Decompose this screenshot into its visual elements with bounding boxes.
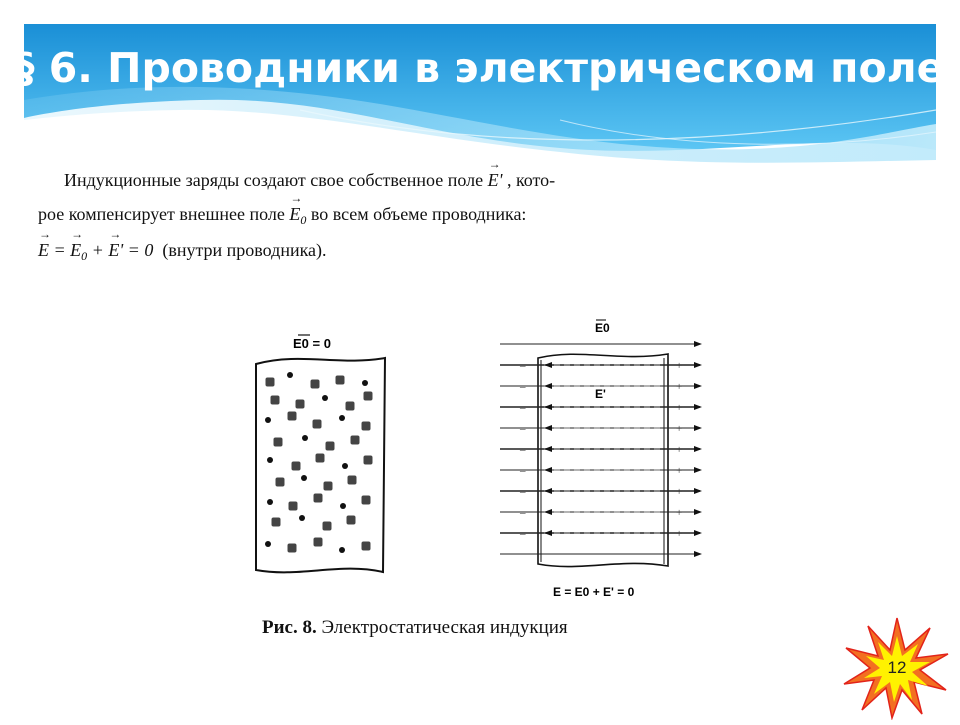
- charge-particle: [289, 502, 298, 511]
- charge-particle: [267, 457, 273, 463]
- charge-particle: [267, 499, 273, 505]
- plus-sign: +: [676, 402, 683, 414]
- charge-particle: [316, 454, 325, 463]
- charge-particle: [271, 396, 280, 405]
- charge-particle: [322, 395, 328, 401]
- formula-equals-zero: = 0: [123, 240, 154, 260]
- charge-particle: [348, 476, 357, 485]
- plus-sign: +: [676, 465, 683, 477]
- charge-particle: [314, 538, 323, 547]
- arrow-right-icon: [694, 362, 702, 368]
- field-e0: [289, 204, 311, 227]
- plus-sign: +: [676, 381, 683, 393]
- formula-e0: → E: [70, 240, 81, 261]
- charge-particle: [265, 417, 271, 423]
- title-banner: [0, 0, 960, 170]
- charge-particle: [287, 372, 293, 378]
- minus-sign: –: [520, 402, 526, 414]
- caption-prefix: Рис. 8.: [262, 617, 317, 638]
- charge-particle: [339, 415, 345, 421]
- line2-tail: во всем объеме проводника:: [310, 204, 527, 224]
- arrow-right-icon: [694, 383, 702, 389]
- field-e-prime: [488, 170, 507, 190]
- charge-particle: [351, 436, 360, 445]
- charge-particle: [340, 503, 346, 509]
- arrow-right-icon: [694, 425, 702, 431]
- charge-particle: [302, 435, 308, 441]
- minus-sign: –: [520, 465, 526, 477]
- charge-particle: [272, 518, 281, 527]
- charge-particle: [276, 478, 285, 487]
- formula-plus: +: [87, 240, 109, 260]
- plus-sign: +: [676, 444, 683, 456]
- minus-sign: –: [520, 507, 526, 519]
- charge-particle: [336, 376, 345, 385]
- field-e0-symbol: → E: [289, 204, 300, 225]
- formula: [38, 240, 158, 263]
- charge-particle: [266, 378, 275, 387]
- charge-particle: [323, 522, 332, 531]
- charge-particle: [292, 462, 301, 471]
- field-e0-sub: 0: [300, 213, 307, 227]
- charge-particle: [313, 420, 322, 429]
- line1-text: Индукционные заряды создают свое собственное поле: [64, 170, 484, 190]
- formula-line: [38, 240, 327, 261]
- charge-particle: [296, 400, 305, 409]
- charge-particle: [362, 422, 371, 431]
- charge-particle: [288, 412, 297, 421]
- line1-tail: , кото-: [506, 170, 556, 190]
- figure-electrostatic-induction: [0, 300, 960, 660]
- charge-particle: [346, 402, 355, 411]
- line2-text: рое компенсирует внешнее поле: [38, 204, 285, 224]
- charge-particle: [301, 475, 307, 481]
- formula-equals-1: =: [49, 240, 71, 260]
- arrow-right-icon: [694, 341, 702, 347]
- minus-sign: –: [520, 360, 526, 372]
- right-conductor: [500, 320, 702, 599]
- arrow-right-icon: [694, 446, 702, 452]
- field-e-symbol: → E: [488, 170, 499, 191]
- charge-particle: [324, 482, 333, 491]
- left-conductor: [256, 335, 385, 572]
- plus-sign: +: [676, 528, 683, 540]
- body-text: [0, 160, 720, 270]
- charge-particle: [274, 438, 283, 447]
- charge-particle: [347, 516, 356, 525]
- caption-text: Электростатическая индукция: [316, 617, 568, 638]
- charge-particle: [314, 494, 323, 503]
- charge-particle: [299, 515, 305, 521]
- minus-sign: –: [520, 486, 526, 498]
- formula-prime-mark: ': [119, 240, 124, 260]
- arrow-right-icon: [694, 404, 702, 410]
- arrow-right-icon: [694, 530, 702, 536]
- right-top-label: E0: [595, 321, 610, 335]
- minus-sign: –: [520, 444, 526, 456]
- minus-sign: –: [520, 528, 526, 540]
- charge-particle: [265, 541, 271, 547]
- arrow-right-icon: [694, 488, 702, 494]
- figure-caption: [262, 617, 682, 641]
- right-mid-label: E': [595, 387, 606, 401]
- page-number: 12: [887, 658, 907, 677]
- field-prime-mark: ': [498, 170, 503, 190]
- charge-particle: [362, 496, 371, 505]
- body-line-1: [64, 170, 689, 191]
- plus-sign: +: [676, 423, 683, 435]
- formula-e: → E: [38, 240, 49, 261]
- plus-sign: +: [676, 360, 683, 372]
- figure-diagram: [0, 300, 960, 620]
- charge-particle: [288, 544, 297, 553]
- charge-particle: [342, 463, 348, 469]
- charge-particle: [326, 442, 335, 451]
- formula-e0-sub: 0: [81, 249, 88, 263]
- minus-sign: –: [520, 423, 526, 435]
- slide-title: [0, 38, 960, 98]
- left-field-label: E0 = 0: [293, 336, 331, 351]
- charge-particle: [362, 380, 368, 386]
- arrow-right-icon: [694, 551, 702, 557]
- minus-sign: –: [520, 381, 526, 393]
- charge-particle: [364, 456, 373, 465]
- charge-particle: [339, 547, 345, 553]
- plus-sign: +: [676, 507, 683, 519]
- charge-particle: [364, 392, 373, 401]
- arrow-right-icon: [694, 509, 702, 515]
- formula-note: (внутри проводника).: [162, 240, 327, 260]
- right-bottom-label: E = E0 + E' = 0: [553, 585, 635, 599]
- formula-e-prime: → E: [108, 240, 119, 261]
- arrow-right-icon: [694, 467, 702, 473]
- page-number-badge: [842, 614, 952, 720]
- slide-title-text: § 6. Проводники в электрическом поле: [14, 44, 945, 92]
- charge-particle: [362, 542, 371, 551]
- charge-particle: [311, 380, 320, 389]
- plus-sign: +: [676, 486, 683, 498]
- body-line-2: [38, 204, 689, 225]
